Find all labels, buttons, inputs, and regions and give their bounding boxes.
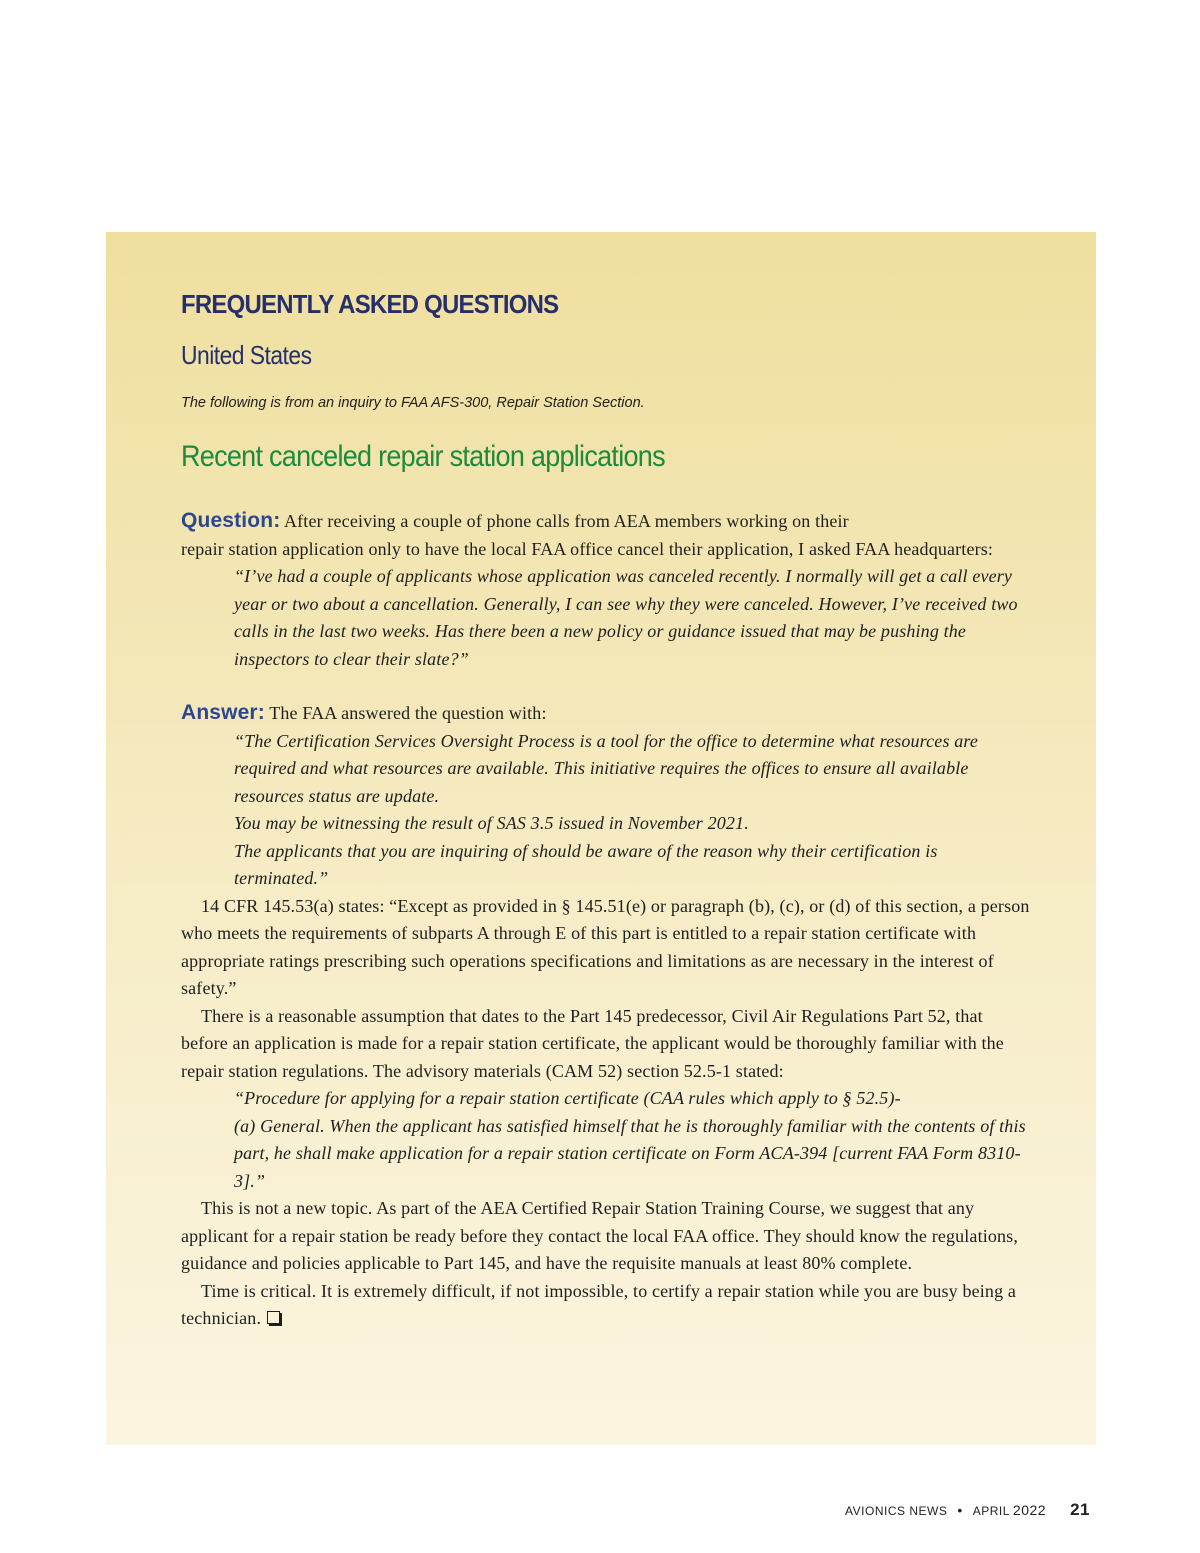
- answer-quote-1: “The Certification Services Oversight Process is a tool for the office to determine what resources are required and what resources are available. This initiative requires the offices to ensure all available resources status are update.: [234, 730, 979, 806]
- answer-quote-2: You may be witnessing the result of SAS 3.5 issued in November 2021.: [234, 813, 749, 833]
- question-text: repair station application only to have the local FAA office cancel their application, I asked FAA headquarters:: [181, 538, 994, 559]
- cam-quote-1: “Procedure for applying for a repair station certificate (CAA rules which apply to § 52.5)-: [234, 1088, 901, 1108]
- page-number: 21: [1070, 1500, 1090, 1519]
- question-label: Question:: [181, 509, 281, 532]
- question-text-line1: After receiving a couple of phone calls from AEA members working on their: [280, 511, 849, 531]
- issue-month: APRIL: [972, 1504, 1010, 1518]
- question-paragraph: [181, 507, 1031, 563]
- closing-paragraph: [181, 1278, 1031, 1333]
- history-paragraph: There is a reasonable assumption that dates to the Part 145 predecessor, Civil Air Regulations Part 52, that before an application is made for a repair station certificate, the applicant would be thoroughly familiar with the repair station regulations. The advisory materials (CAM 52) section 52.5-1 stated:: [181, 1005, 1004, 1081]
- region-subtitle: United States: [181, 340, 312, 370]
- publication-name: AVIONICS NEWS: [845, 1504, 948, 1518]
- answer-quote-3: The applicants that you are inquiring of should be aware of the reason why their certification is terminated.”: [234, 840, 938, 888]
- answer-text: The FAA answered the question with:: [264, 703, 547, 723]
- page-footer: [845, 1500, 1090, 1520]
- question-block: [181, 507, 1031, 673]
- faq-panel: [106, 232, 1096, 1445]
- intro-text: The following is from an inquiry to FAA AFS-300, Repair Station Section.: [181, 395, 645, 411]
- article-headline: Recent canceled repair station applications: [181, 440, 665, 473]
- training-paragraph: This is not a new topic. As part of the AEA Certified Repair Station Training Course, we suggest that any applicant for a repair station be ready before they contact the local FAA office. They should know the regulations, guidance and policies applicable to Part 145, and have the requisite manuals at least 80% complete.: [181, 1198, 1018, 1273]
- question-quote: “I’ve had a couple of applicants whose application was canceled recently. I normally will get a call every year or two about a cancellation. Generally, I can see why they were canceled. However, I’ve received two calls in the last two weeks. Has there been a new policy or guidance issued that may be pushing the inspectors to clear their slate?”: [234, 566, 1018, 669]
- faq-content: [181, 284, 1031, 1333]
- footer-separator: •: [957, 1502, 963, 1518]
- answer-block: [181, 699, 1031, 1333]
- cam-quote-2: (a) General. When the applicant has satisfied himself that he is thoroughly familiar with the contents of this part, he shall make application for a repair station certificate on Form ACA-394 [current FAA Form 8310-3].”: [234, 1115, 1026, 1191]
- regulation-paragraph: 14 CFR 145.53(a) states: “Except as provided in § 145.51(e) or paragraph (b), (c), or (d) of this section, a person who meets the requirements of subparts A through E of this part is entitled to a repair station certificate with appropriate ratings prescribing such operations specifications and limitations as are necessary in the interest of safety.”: [181, 895, 1030, 998]
- closing-text: Time is critical. It is extremely difficult, if not impossible, to certify a repair station while you are busy being a technician.: [181, 1280, 1017, 1328]
- end-mark-icon: [267, 1311, 280, 1324]
- section-title: FREQUENTLY ASKED QUESTIONS: [181, 289, 559, 319]
- answer-paragraph: [181, 699, 1031, 728]
- issue-year: 2022: [1012, 1502, 1047, 1518]
- answer-label: Answer:: [181, 701, 265, 724]
